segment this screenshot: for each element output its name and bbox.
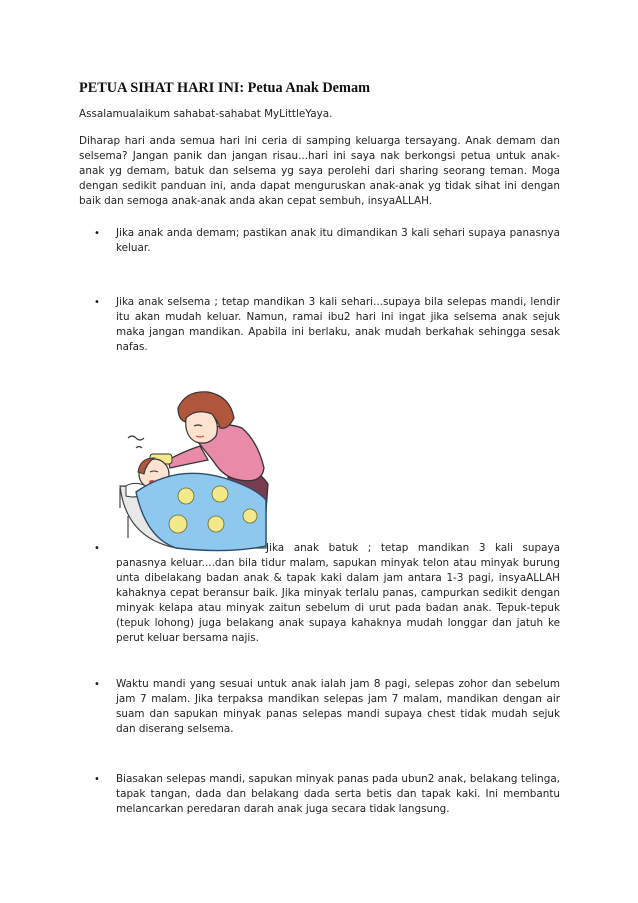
bullet-item-after-bath: Biasakan selepas mandi, sapukan minyak panas pada ubun2 anak, belakang telinga, tapak tangan, dada dan belakang dada serta betis dan tapak kaki. Ini membantu melancarkan peredaran darah anak juga secara tidak langsung. [116, 773, 560, 815]
bullet-icon: • [94, 679, 100, 690]
bullet-item-fever: Jika anak anda demam; pastikan anak itu dimandikan 3 kali sehari supaya panasnya keluar. [116, 227, 560, 254]
bullet-icon: • [94, 543, 100, 554]
bullet-icon: • [94, 774, 100, 785]
bullet-item-cough: Jika anak batuk ; tetap mandikan 3 kali supaya panasnya keluar....dan bila tidur malam, sapukan minyak telon atau minyak burung unta dibelakang badan anak & tapak kaki dalam jam antara 1-3 pagi, insyaALLAH kahaknya cepat beransur baik. Jika minyak terlalu panas, campurkan sedikit dengan minyak kelapa atau minyak zaitun sebelum di urut pada badan anak. Tepuk-tepuk (tepuk lohong) juga belakang anak supaya kahaknya mudah longgar dan jatuh ke perut keluar bersama najis. [116, 542, 560, 644]
bullet-item-bath-time: Waktu mandi yang sesuai untuk anak ialah jam 8 pagi, selepas zohor dan sebelum jam 7 malam. Jika terpaksa mandikan selepas jam 7 malam, mandikan dengan air suam dan sapukan minyak panas selepas mandi supaya chest tidak mudah sejuk dan diserang selsema. [116, 678, 560, 735]
bullet-item-cold: Jika anak selsema ; tetap mandikan 3 kali sehari...supaya bila selepas mandi, lendir itu akan mudah keluar. Namun, ramai ibu2 hari ini ingat jika selsema anak sejuk maka jangan mandikan. Apabila ini berlaku, anak mudah berkahak sehingga sesak nafas. [116, 296, 560, 353]
mother-caring-sick-child-illustration [116, 388, 272, 554]
greeting-text: Assalamualaikum sahabat-sahabat MyLittleYaya. [79, 108, 333, 120]
document-title: PETUA SIHAT HARI INI: Petua Anak Demam [79, 80, 370, 96]
intro-paragraph: Diharap hari anda semua hari ini ceria di samping keluarga tersayang. Anak demam dan selsema? Jangan panik dan jangan risau...hari ini saya nak berkongsi petua untuk anak-anak yg demam, batuk dan selsema yg saya perolehi dari sharing seorang teman. Moga dengan sedikit panduan ini, anda dapat menguruskan anak-anak yg tidak sihat ini dengan baik dan semoga anak-anak anda akan cepat sembuh, insyaALLAH. [79, 135, 560, 207]
bullet-icon: • [94, 228, 100, 239]
bullet-icon: • [94, 297, 100, 308]
